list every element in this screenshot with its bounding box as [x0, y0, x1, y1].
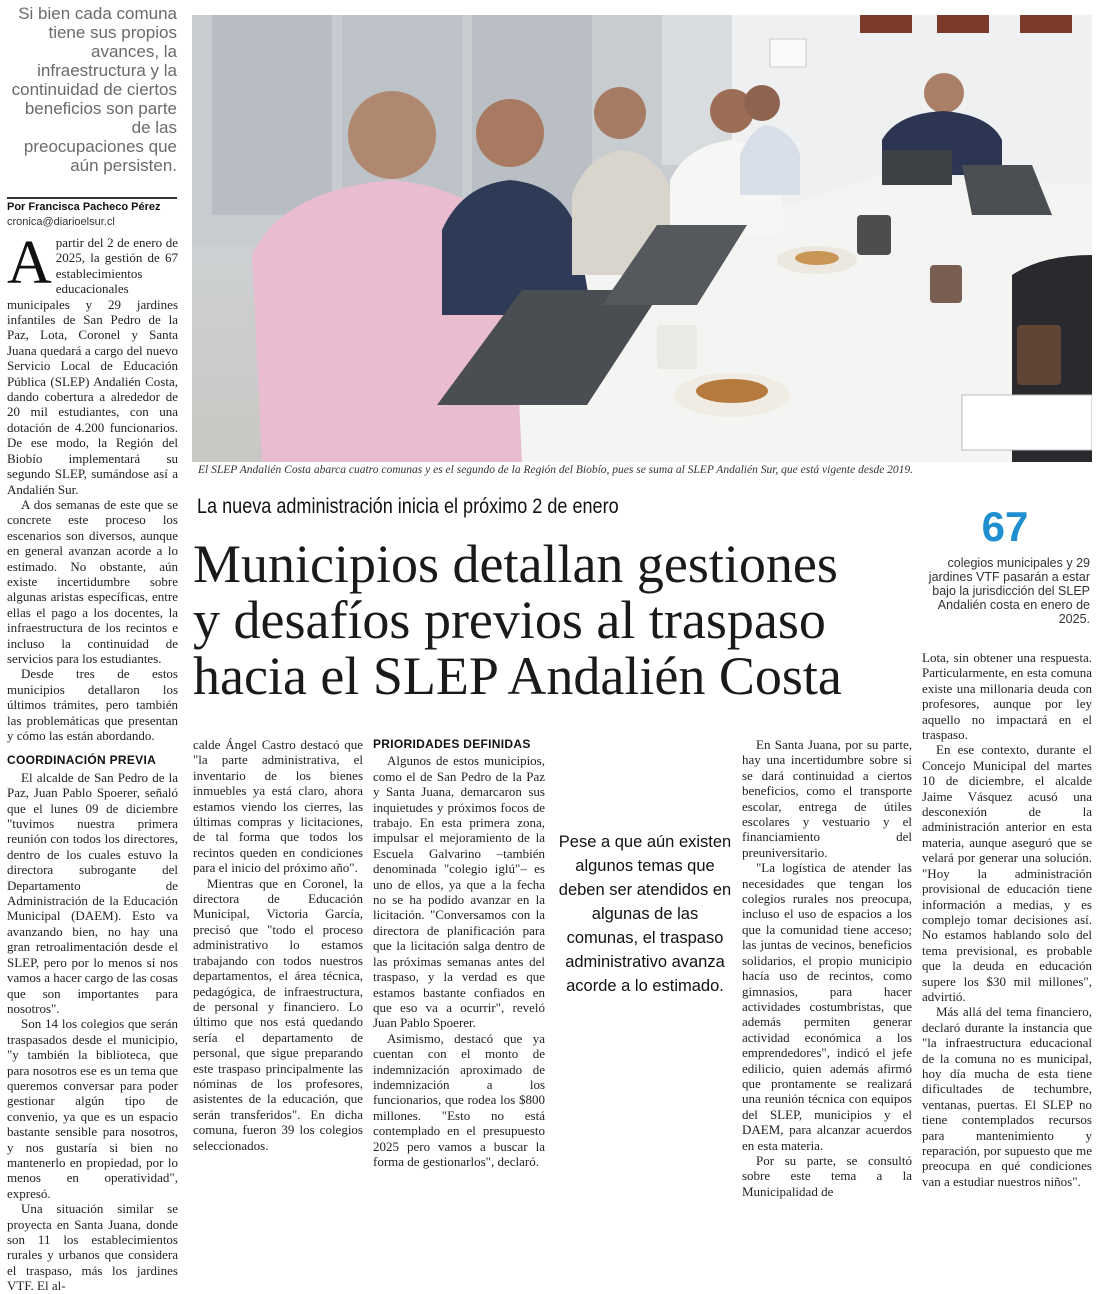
lead-paragraph — [7, 229, 178, 497]
paragraph: "La logística de atender las necesidades que tengan los colegios rurales nos preocupa, incluso el uso de espacios a los que la comunidad tiene acceso; las juntas de vecinos, beneficios solidarios, el propio municipio hacía uso de recintos, como gimnasios, para hacer actividades costumbristas, que además permiten generar actividad económica a los emprendedores", indicó el jefe edilicio, quien además afirmó que prontamente se realizará una reunión técnica con equipos del SLEP, municipios y el DAEM, para alcanzar acuerdos en esta materia. — [742, 860, 912, 1153]
kicker: La nueva administración inicia el próximo 2 de enero — [197, 495, 619, 518]
column-1 — [7, 229, 178, 1294]
photo-caption: El SLEP Andalién Costa abarca cuatro comunas y es el segundo de la Región del Biobío, pues se suma al SLEP Andalién Sur, que está vigente desde 2019. — [198, 464, 914, 476]
paragraph: calde Ángel Castro destacó que "la parte administrativa, el inventario de los bienes inmuebles ya está claro, ahora estamos viendo los cierres, las últimas compras y licitaciones, de tal forma que todos los recintos queden en condiciones para el inicio del próximo año". — [193, 737, 363, 876]
byline-rule — [7, 197, 177, 199]
subhead-coordinacion: COORDINACIÓN PREVIA — [7, 753, 157, 768]
paragraph: Algunos de estos municipios, como el de San Pedro de la Paz y Santa Juana, demarcaron sus inquietudes y próximos focos de trabajo. En esta primera zona, impulsar el mejoramiento de la Escuela Galvarino –también denominada "colegio iglú"– es uno de ellos, ya que a la fecha no se ha podido avanzar en la licitación. "Conversamos con la directora de planificación para que la licitación salga dentro de las próximas semanas antes del traspaso, y la verdad es que estamos bastante confiados en que eso va a ocurrir", reveló Juan Pablo Spoerer. — [373, 753, 545, 1031]
byline-author: Por Francisca Pacheco Pérez — [7, 201, 161, 213]
paragraph: Asimismo, destacó que ya cuentan con el monto de indemnización aproximado de indemnización a los funcionarios, que rodea los $800 millones. "Esto no está contemplado en el presupuesto 2025 pero vamos a buscar la forma de gestionarlos", declaró. — [373, 1030, 545, 1169]
paragraph: A dos semanas de este que se concrete este proceso los escenarios son diversos, aunque en general avanzan acorde a lo estimado. No obstante, aún existe incertidumbre sobre algunas aristas específicas, entre ellas el pago a los docentes, la infraestructura de los recintos e incluso la continuidad de servicios para los estudiantes. — [7, 496, 178, 666]
paragraph: Lota, sin obtener una respuesta. Particularmente, en esta comuna existe una millonaria deuda con profesores, aunque por ley aquello no impactará en el traspaso. — [922, 650, 1092, 743]
pullquote: Pese a que aún existen algunos temas que deben ser atendidos en algunas de las comunas, el traspaso administrativo avanza acorde a lo estimado. — [558, 833, 732, 995]
paragraph: Una situación similar se proyecta en Santa Juana, donde son 11 los establecimientos rurales y urbanos que considera el traspaso, más los jardines VTF. El al- — [7, 1201, 178, 1294]
byline-email: cronica@diarioelsur.cl — [7, 216, 115, 228]
paragraph: Son 14 los colegios que serán traspasados desde el municipio, "y también la biblioteca, que para nosotros ese es un tema que queremos conversar para poder gestionar algún tipo de convenio, ya que es un espacio bastante sensible para nosotros, y nos gustaría si bien no mantenerlo en propiedad, por lo menos en operatividad", expresó. — [7, 1016, 178, 1201]
paragraph: Más allá del tema financiero, declaró durante la instancia que "la infraestructura educacional de la comuna no es municipal, hoy día mucha de esta tiene dificultades de techumbre, ventanas, puertas. El SLEP no tiene contemplados recursos para mantenimiento y reparación, por supuesto que me preocupa en qué condiciones van a estudiar nuestros niños". — [922, 1004, 1092, 1189]
paragraph: Desde tres de estos municipios detallaron los últimos trámites, pero también las problemáticas que presentan y cómo las están abordando. — [7, 666, 178, 743]
meeting-photo-illustration — [192, 15, 1092, 462]
paragraph: El alcalde de San Pedro de la Paz, Juan Pablo Spoerer, señaló que el lunes 09 de diciembre "tuvimos nuestra primera reunión con todos los directores, dentro de los cuales estuvo la directora subrogante del Departamento de Administración de la Educación Municipal (DAEM). Esto va avanzando bien, no hay una gran retroalimentación desde el SLEP, pero por lo menos sí nos vamos a hacer cargo de las cosas que son importantes para nosotros". — [7, 769, 178, 1016]
paragraph: En Santa Juana, por su parte, hay una incertidumbre sobre si se dará continuidad a ciertos beneficios, como el transporte escolar, entrega de útiles escolares y vestuario y el financiamiento del preuniversitario. — [742, 737, 912, 860]
meeting-photo — [192, 15, 1092, 462]
paragraph: partir del 2 de enero de 2025, la gestión de 67 establecimientos educacionales municipales y 29 jardines infantiles de San Pedro de la Paz, Lota, Coronel y Santa Juana quedará a cargo del nuevo Servicio Local de Educación Pública (SLEP) Andalién Costa, dando cobertura a alrededor de 20 mil estudiantes, con una dotación de 4.200 funcionarios. De ese modo, la Región del Biobío implementará su segundo SLEP, sumándose así a Andalién Sur. — [7, 235, 178, 497]
column-6 — [922, 650, 1092, 1189]
column-3 — [373, 737, 545, 1169]
lede: Si bien cada comuna tiene sus propios avances, la infraestructura y la continuidad de ciertos beneficios son parte de las preocupaciones que aún persisten. — [11, 4, 177, 175]
dropcap: A — [7, 229, 52, 297]
column-5 — [742, 737, 912, 1199]
headline-line-3: hacia el SLEP Andalién Costa — [193, 646, 842, 706]
paragraph: En ese contexto, durante el Concejo Municipal del martes 10 de diciembre, el alcalde Jaime Vásquez acusó una desconexión de la administración anterior en esta materia, aunque aseguró que se velará por generar una solución. "Hoy la administración provisional de educación tiene información a medias, y es complejo tomar decisiones así. No estamos hablando solo del tema previsional, es probable que la deuda en educación supere los $30 mil millones", advirtió. — [922, 742, 1092, 1004]
paragraph: Por su parte, se consultó sobre este tema a la Municipalidad de — [742, 1152, 912, 1199]
column-2 — [193, 737, 363, 1153]
stat-number: 67 — [981, 503, 1029, 550]
subhead-prioridades: PRIORIDADES DEFINIDAS — [373, 737, 531, 751]
paragraph: Mientras que en Coronel, la directora de Educación Municipal, Victoria García, precisó que "todo el proceso administrativo lo estamos trabajando con todos nuestros departamentos, el área técnica, pedagógica, de infraestructura, de personal y financiero. Lo último que nos está quedando sería el departamento de personal, que sigue preparando este traspaso principalmente las nóminas de los profesores, asistentes de la educación, que serán transferidos". En dicha comuna, fueron 39 los colegios seleccionados. — [193, 875, 363, 1153]
headline-line-2: y desafíos previos al traspaso — [193, 590, 826, 650]
headline-line-1: Municipios detallan gestiones — [193, 534, 838, 594]
headline — [193, 536, 913, 704]
stat-text: colegios municipales y 29 jardines VTF pasarán a estar bajo la jurisdicción del SLEP Andalién costa en enero de 2025. — [928, 556, 1090, 626]
